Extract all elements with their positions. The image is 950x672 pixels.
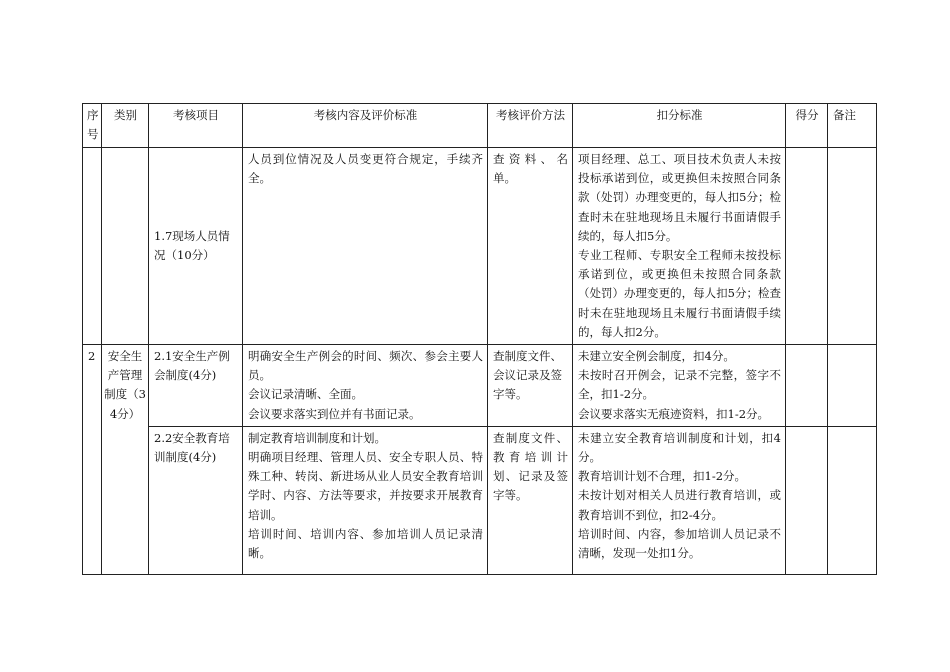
method-cell bbox=[488, 148, 573, 345]
method-cell bbox=[488, 345, 573, 427]
deduction-line: 专业工程师、专职安全工程师未按投标承诺到位，或更换但未按照合同条款（处罚）办理变更的，每人扣5分；检查时未在驻地现场且未履行书面请假手续的，每人扣2分。 bbox=[578, 248, 781, 339]
deduction-line: 培训时间、内容，参加培训人员记录不清晰，发现一处扣1分。 bbox=[578, 526, 781, 561]
item-cell: 2.1安全生产例会制度(4分) bbox=[149, 345, 243, 427]
header-row bbox=[83, 104, 877, 148]
header-seq: 序号 bbox=[83, 104, 102, 148]
score-cell bbox=[786, 148, 828, 345]
deduction-cell bbox=[573, 345, 786, 427]
remark-cell bbox=[828, 148, 877, 345]
item-cell: 1.7现场人员情况（10分） bbox=[149, 148, 243, 345]
seq-cell bbox=[83, 148, 102, 345]
score-cell bbox=[786, 426, 828, 574]
method-cell bbox=[488, 426, 573, 574]
deduction-line: 教育培训计划不合理，扣1-2分。 bbox=[578, 469, 747, 484]
method-line: 查资料、名单。 bbox=[493, 152, 568, 186]
remark-cell bbox=[828, 345, 877, 427]
content-line: 会议要求落实到位并有书面记录。 bbox=[248, 406, 421, 421]
deduction-line: 未按计划对相关人员进行教育培训，或教育培训不到位，扣2-4分。 bbox=[578, 488, 781, 522]
content-cell bbox=[243, 148, 488, 345]
content-cell bbox=[243, 345, 488, 427]
content-cell bbox=[243, 426, 488, 574]
deduction-cell bbox=[573, 426, 786, 574]
content-line: 明确安全生产例会的时间、频次、参会主要人员。 bbox=[248, 349, 483, 383]
table-row bbox=[83, 426, 877, 574]
header-remark: 备注 bbox=[828, 104, 877, 148]
header-content: 考核内容及评价标准 bbox=[243, 104, 488, 148]
header-method: 考核评价方法 bbox=[488, 104, 573, 148]
header-category: 类别 bbox=[102, 104, 149, 148]
table-row bbox=[83, 345, 877, 427]
content-line: 制定教育培训制度和计划。 bbox=[248, 430, 386, 445]
deduction-line: 未建立安全例会制度，扣4分。 bbox=[578, 349, 735, 364]
deduction-line: 会议要求落实无痕迹资料，扣1-2分。 bbox=[578, 406, 770, 421]
score-cell bbox=[786, 345, 828, 427]
header-deduction: 扣分标准 bbox=[573, 104, 786, 148]
category-cell: 安全生产管理制度（34分） bbox=[102, 345, 149, 575]
deduction-line: 未建立安全教育培训制度和计划，扣4分。 bbox=[578, 430, 781, 465]
assessment-table bbox=[82, 103, 877, 575]
deduction-line: 未按时召开例会，记录不完整，签字不全，扣1-2分。 bbox=[578, 368, 781, 402]
deduction-line: 项目经理、总工、项目技术负责人未按投标承诺到位，或更换但未按照合同条款（处罚）办理变更的，每人扣5分；检查时未在驻地现场且未履行书面请假手续的，每人扣5分。 bbox=[578, 152, 781, 243]
content-line: 人员到位情况及人员变更符合规定，手续齐全。 bbox=[248, 152, 483, 186]
header-score: 得分 bbox=[786, 104, 828, 148]
content-line: 培训时间、培训内容、参加培训人员记录清晰。 bbox=[248, 526, 483, 561]
remark-cell bbox=[828, 426, 877, 574]
method-line: 查制度文件、教育培训计划、记录及签字等。 bbox=[493, 430, 568, 503]
item-cell: 2.2安全教育培训制度(4分) bbox=[149, 426, 243, 574]
header-item: 考核项目 bbox=[149, 104, 243, 148]
content-line: 会议记录清晰、全面。 bbox=[248, 387, 363, 402]
seq-cell: 2 bbox=[83, 345, 102, 575]
method-line: 查制度文件、会议记录及签字等。 bbox=[493, 349, 562, 402]
deduction-cell bbox=[573, 148, 786, 345]
table-row bbox=[83, 148, 877, 345]
content-line: 明确项目经理、管理人员、安全专职人员、特殊工种、转岗、新进场从业人员安全教育培训学时、内容、方法等要求，并按要求开展教育培训。 bbox=[248, 450, 483, 522]
category-cell bbox=[102, 148, 149, 345]
